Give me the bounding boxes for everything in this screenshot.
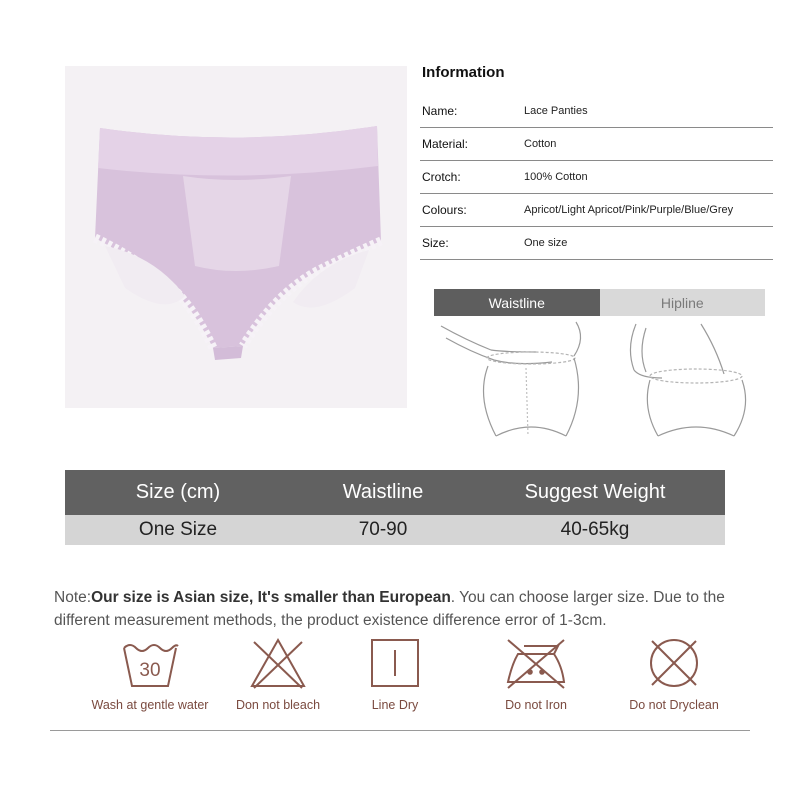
no-iron-icon — [504, 636, 568, 690]
info-label: Name: — [422, 104, 458, 118]
header-size: Size (cm) — [135, 481, 221, 503]
info-row-colours — [420, 194, 773, 227]
note-rest: . You can choose larger size. Due to the different measurement methods, the product existence difference error of 1-3cm. — [54, 589, 725, 629]
hip-measure-figure — [606, 318, 756, 445]
care-iron — [471, 636, 601, 712]
info-row-name — [420, 95, 773, 128]
info-value: One size — [524, 237, 568, 249]
info-value: Lace Panties — [524, 105, 588, 117]
measurement-tabs — [434, 289, 765, 316]
care-wash — [85, 636, 215, 712]
info-row-crotch — [420, 161, 773, 194]
product-photo — [65, 66, 407, 408]
cell-suggest-weight: 40-65kg — [560, 519, 630, 540]
note-bold: Our size is Asian size, It's smaller than European — [91, 589, 451, 606]
info-value: Apricot/Light Apricot/Pink/Purple/Blue/Grey — [524, 204, 734, 216]
info-label: Crotch: — [422, 170, 461, 184]
waist-measure-figure — [436, 318, 596, 445]
size-table — [65, 470, 725, 545]
information-title: Information — [422, 64, 505, 81]
size-table-row — [65, 515, 725, 545]
note-prefix: Note: — [54, 589, 92, 606]
no-dryclean-icon — [646, 636, 702, 690]
info-value: 100% Cotton — [524, 171, 588, 183]
care-label-bleach: Don not bleach — [235, 698, 321, 712]
no-bleach-icon — [248, 636, 308, 690]
care-dryclean — [609, 636, 739, 712]
info-row-size — [420, 227, 773, 260]
info-value: Cotton — [524, 138, 557, 150]
line-dry-icon — [368, 636, 422, 690]
bottom-divider — [50, 730, 750, 731]
care-label-wash: Wash at gentle water — [91, 698, 209, 712]
tab-hipline[interactable]: Hipline — [600, 289, 766, 316]
information-panel — [420, 60, 773, 260]
wash-tub-icon — [120, 636, 180, 690]
info-label: Size: — [422, 236, 449, 250]
size-note — [54, 586, 774, 632]
care-label-iron: Do not Iron — [505, 698, 567, 712]
care-label-dry: Line Dry — [371, 698, 419, 712]
size-table-header — [65, 470, 725, 515]
care-dry — [330, 636, 460, 712]
info-label: Material: — [422, 137, 469, 151]
info-row-material — [420, 128, 773, 161]
care-label-dryclean: Do not Dryclean — [629, 698, 719, 712]
care-bleach — [213, 636, 343, 712]
info-label: Colours: — [422, 203, 467, 217]
tab-waistline[interactable]: Waistline — [434, 289, 600, 316]
header-suggest-weight: Suggest Weight — [524, 481, 666, 503]
cell-size: One Size — [138, 519, 218, 540]
cell-waistline: 70-90 — [358, 519, 408, 540]
header-waistline: Waistline — [342, 481, 424, 503]
wash-temp: 30 — [139, 660, 161, 681]
